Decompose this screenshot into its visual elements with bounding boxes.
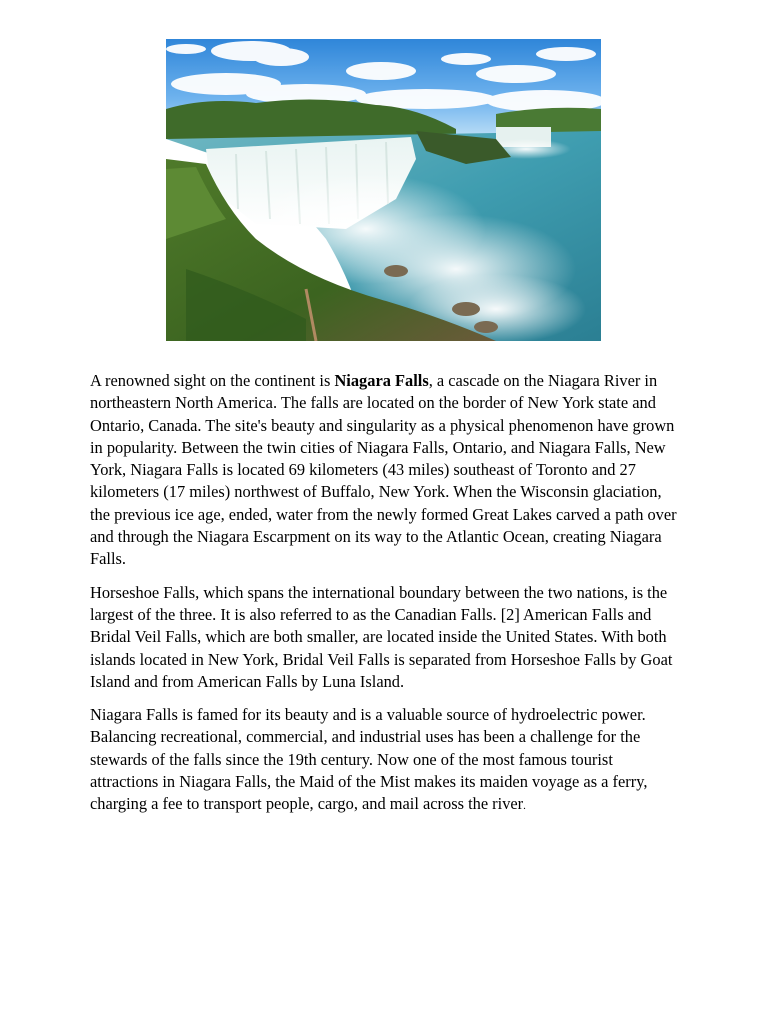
paragraph-3-body: Niagara Falls is famed for its beauty and is a valuable source of hydroelectric power. Balancing recreational, commercial, and industrial uses has been a challenge for the stewards of the falls since the 19th century. Now one of the most famous tourist attractions in Niagara Falls, the Maid of the Mist makes its maiden voyage as a ferry, charging a fee to transport people, cargo, and mail across the river (90, 705, 648, 814)
paragraph-1-bold-term: Niagara Falls (334, 371, 429, 390)
paragraph-3-period: . (523, 800, 526, 813)
article-body (90, 370, 680, 829)
paragraph-1 (90, 370, 680, 571)
paragraph-2: Horseshoe Falls, which spans the international boundary between the two nations, is the largest of the three. It is also referred to as the Canadian Falls. [2] American Falls and Bridal Veil Falls, which are both smaller, are located inside the United States. With both islands located in New York, Bridal Veil Falls is separated from Horseshoe Falls by Goat Island and from American Falls by Luna Island. (90, 582, 673, 691)
paragraph-1-body: , a cascade on the Niagara River in northeastern North America. The falls are located on the border of New York state and Ontario, Canada. The site's beauty and singularity as a physical phenomenon have grown in popularity. Between the twin cities of Niagara Falls, Ontario, and Niagara Falls, New York, Niagara Falls is located 69 kilometers (43 miles) southeast of Toronto and 27 kilometers (17 miles) northwest of Buffalo, New York. When the Wisconsin glaciation, the previous ice age, ended, water from the newly formed Great Lakes carved a path over and through the Niagara Escarpment on its way to the Atlantic Ocean, creating Niagara Falls. (90, 371, 677, 569)
paragraph-1-intro: A renowned sight on the continent is (90, 371, 335, 390)
paragraph-3 (90, 704, 680, 817)
niagara-falls-photo (166, 39, 601, 341)
